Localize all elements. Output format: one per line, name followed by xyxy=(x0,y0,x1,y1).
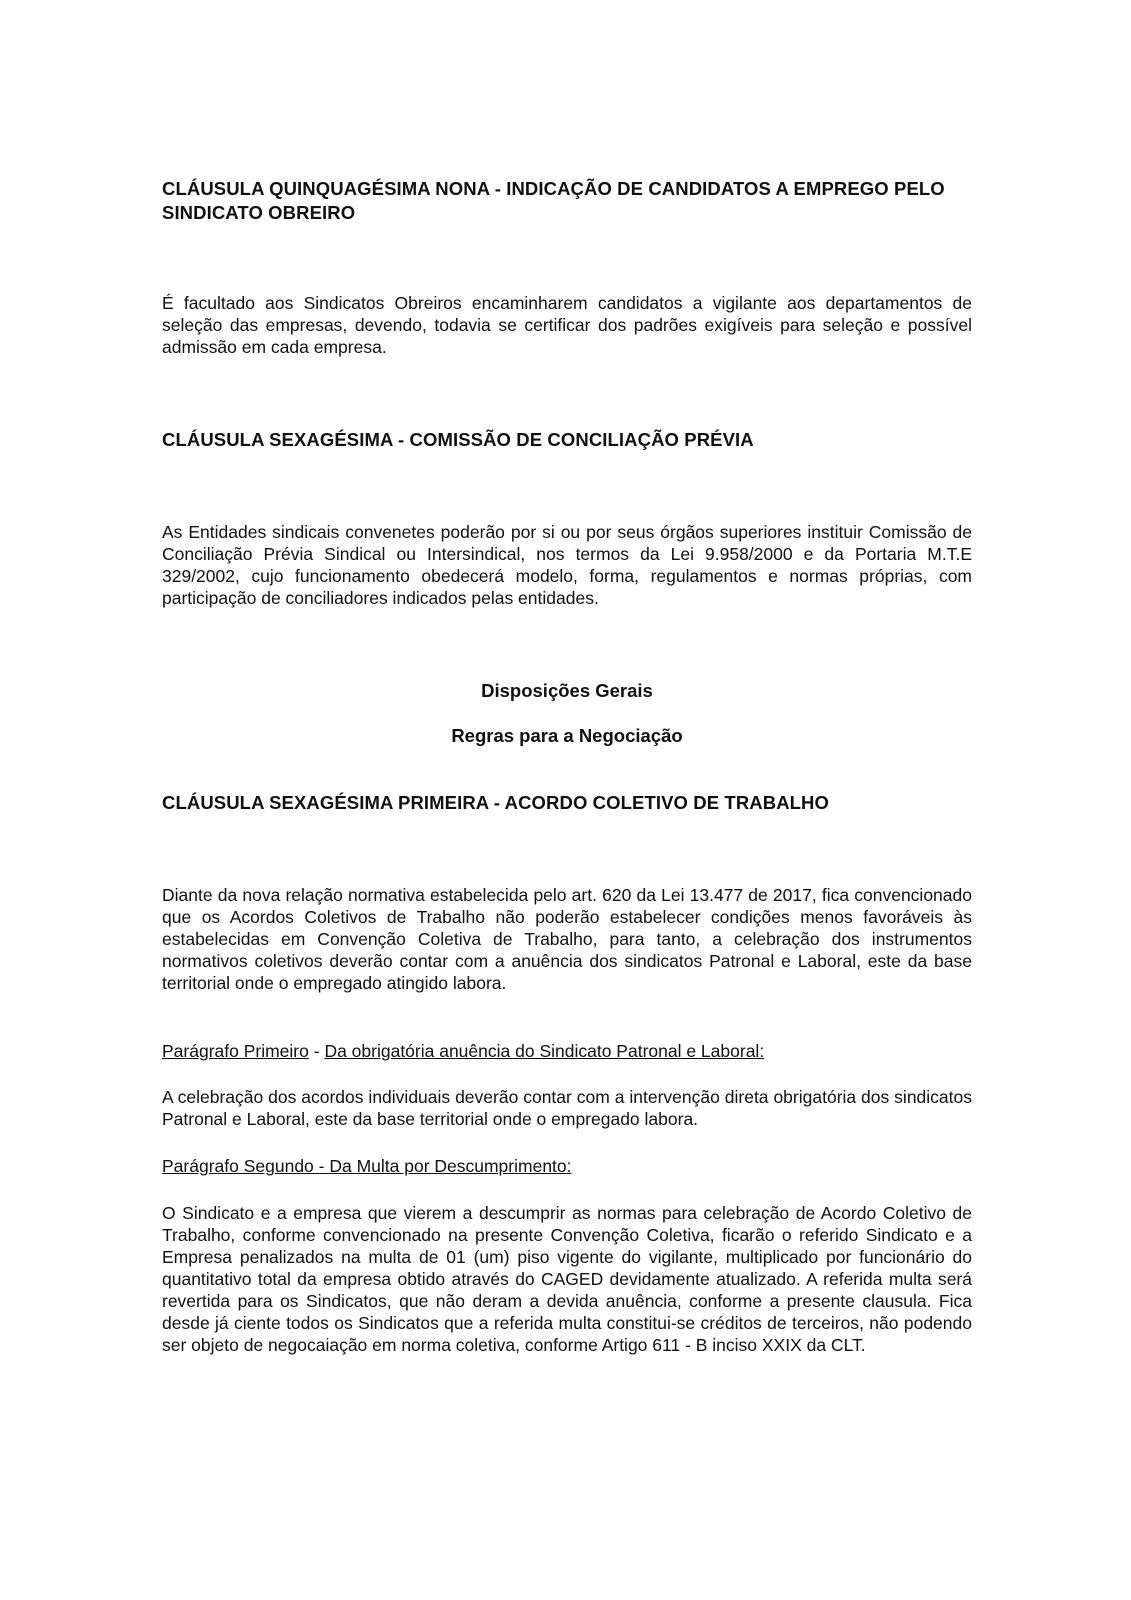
paragraph-1-body: A celebração dos acordos individuais deverão contar com a intervenção direta obrigatória dos sindicatos Patronal e Laboral, este da base territorial onde o empregado labora. xyxy=(162,1087,972,1129)
section-title: Disposições Gerais xyxy=(481,680,653,701)
paragraph-2-body: O Sindicato e a empresa que vierem a descumprir as normas para celebração de Acordo Coletivo de Trabalho, conforme convencionado na presente Convenção Coletiva, ficarão o referido Sindicato e a Empresa penalizados na multa de 01 (um) piso vigente do vigilante, multiplicado por funcionário do quantitativo total da empresa obtido através do CAGED devidamente atualizado. A referida multa será revertida para os Sindicatos, que não deram a devida anuência, conforme a presente clausula. Fica desde já ciente todos os Sindicatos que a referida multa constitui-se créditos de terceiros, não podendo ser objeto de negocaiação em norma coletiva, conforme Artigo 611 - B inciso XXIX da CLT. xyxy=(162,1203,972,1355)
clause-61-title: CLÁUSULA SEXAGÉSIMA PRIMEIRA - ACORDO COLETIVO DE TRABALHO xyxy=(162,792,830,813)
paragraph-2-title: Parágrafo Segundo - Da Multa por Descumprimento: xyxy=(162,1156,572,1176)
clause-59-body: É facultado aos Sindicatos Obreiros encaminharem candidatos a vigilante aos departamentos de seleção das empresas, devendo, todavia se certificar dos padrões exigíveis para seleção e possível admissão em cada empresa. xyxy=(162,293,972,357)
clause-59-title: CLÁUSULA QUINQUAGÉSIMA NONA - INDICAÇÃO DE CANDIDATOS A EMPREGO PELO SINDICATO OBREIRO xyxy=(162,178,945,223)
paragraph-1-label: Parágrafo Primeiro xyxy=(162,1041,309,1061)
paragraph-1-heading xyxy=(162,1040,972,1062)
clause-60-title: CLÁUSULA SEXAGÉSIMA - COMISSÃO DE CONCILIAÇÃO PRÉVIA xyxy=(162,429,754,450)
clause-60-body: As Entidades sindicais convenetes poderão por si ou por seus órgãos superiores instituir Comissão de Conciliação Prévia Sindical ou Intersindical, nos termos da Lei 9.958/2000 e da Portaria M.T.E 329/2002, cujo funcionamento obedecerá modelo, forma, regulamentos e normas próprias, com participação de conciliadores indicados pelas entidades. xyxy=(162,522,972,608)
section-subtitle: Regras para a Negociação xyxy=(451,725,683,746)
paragraph-1-separator: - xyxy=(308,1041,325,1061)
clause-61-body: Diante da nova relação normativa estabelecida pelo art. 620 da Lei 13.477 de 2017, fica convencionado que os Acordos Coletivos de Trabalho não poderão estabelecer condições menos favoráveis às estabelecidas em Convenção Coletiva de Trabalho, para tanto, a celebração dos instrumentos normativos coletivos deverão contar com a anuência dos sindicatos Patronal e Laboral, este da base territorial onde o empregado atingido labora. xyxy=(162,885,972,993)
paragraph-1-title: Da obrigatória anuência do Sindicato Patronal e Laboral: xyxy=(324,1041,765,1061)
